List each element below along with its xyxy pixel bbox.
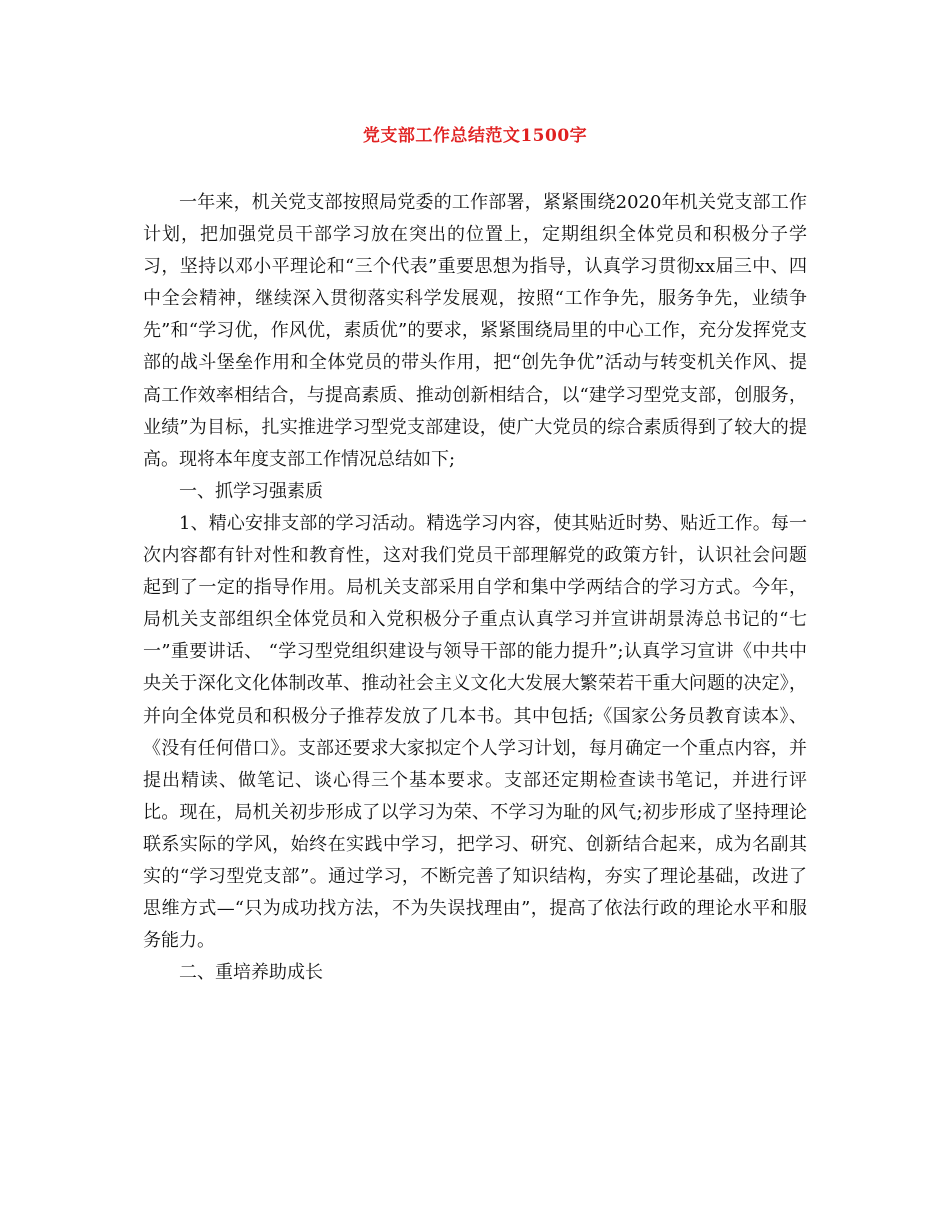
paragraph-study: 1、精心安排支部的学习活动。精选学习内容，使其贴近时势、贴近工作。每一次内容都有针对性和教育性，这对我们党员干部理解党的政策方针，认识社会问题起到了一定的指导作用。局机关支部采用自学和集中学两结合的学习方式。今年，局机关支部组织全体党员和入党积极分子重点认真学习并宣讲胡景涛总书记的“七一”重要讲话、 “学习型党组织建设与领导干部的能力提升”;认真学习宣讲《中共中央关于深化文化体制改革、推动社会主义文化大发展大繁荣若干重大问题的决定》，并向全体党员和积极分子推荐发放了几本书。其中包括;《国家公务员教育读本》、《没有任何借口》。支部还要求大家拟定个人学习计划，每月确定一个重点内容，并提出精读、做笔记、谈心得三个基本要求。支部还定期检查读书笔记，并进行评比。现在，局机关初步形成了以学习为荣、不学习为耻的风气;初步形成了坚持理论联系实际的学风，始终在实践中学习，把学习、研究、创新结合起来，成为名副其实的“学习型党支部”。通过学习，不断完善了知识结构，夯实了理论基础，改进了思维方式—“只为成功找方法，不为失误找理由”，提高了依法行政的理论水平和服务能力。 [143,512,807,952]
section-heading-1: 一、抓学习强素质 [179,480,323,502]
document-body [143,187,807,989]
document-title: 党支部工作总结范文1500字 [362,126,588,146]
paragraph-intro: 一年来，机关党支部按照局党委的工作部署，紧紧围绕2020年机关党支部工作计划，把加强党员干部学习放在突出的位置上，定期组织全体党员和积极分子学习，坚持以邓小平理论和“三个代表”重要思想为指导，认真学习贯彻xx届三中、四中全会精神，继续深入贯彻落实科学发展观，按照“工作争先，服务争先，业绩争先”和“学习优，作风优，素质优”的要求，紧紧围绕局里的中心工作，充分发挥党支部的战斗堡垒作用和全体党员的带头作用，把“创先争优”活动与转变机关作风、提高工作效率相结合，与提高素质、推动创新相结合，以“建学习型党支部，创服务，业绩”为目标，扎实推进学习型党支部建设，使广大党员的综合素质得到了较大的提高。现将本年度支部工作情况总结如下; [143,192,807,470]
section-heading-2: 二、重培养助成长 [179,962,323,984]
